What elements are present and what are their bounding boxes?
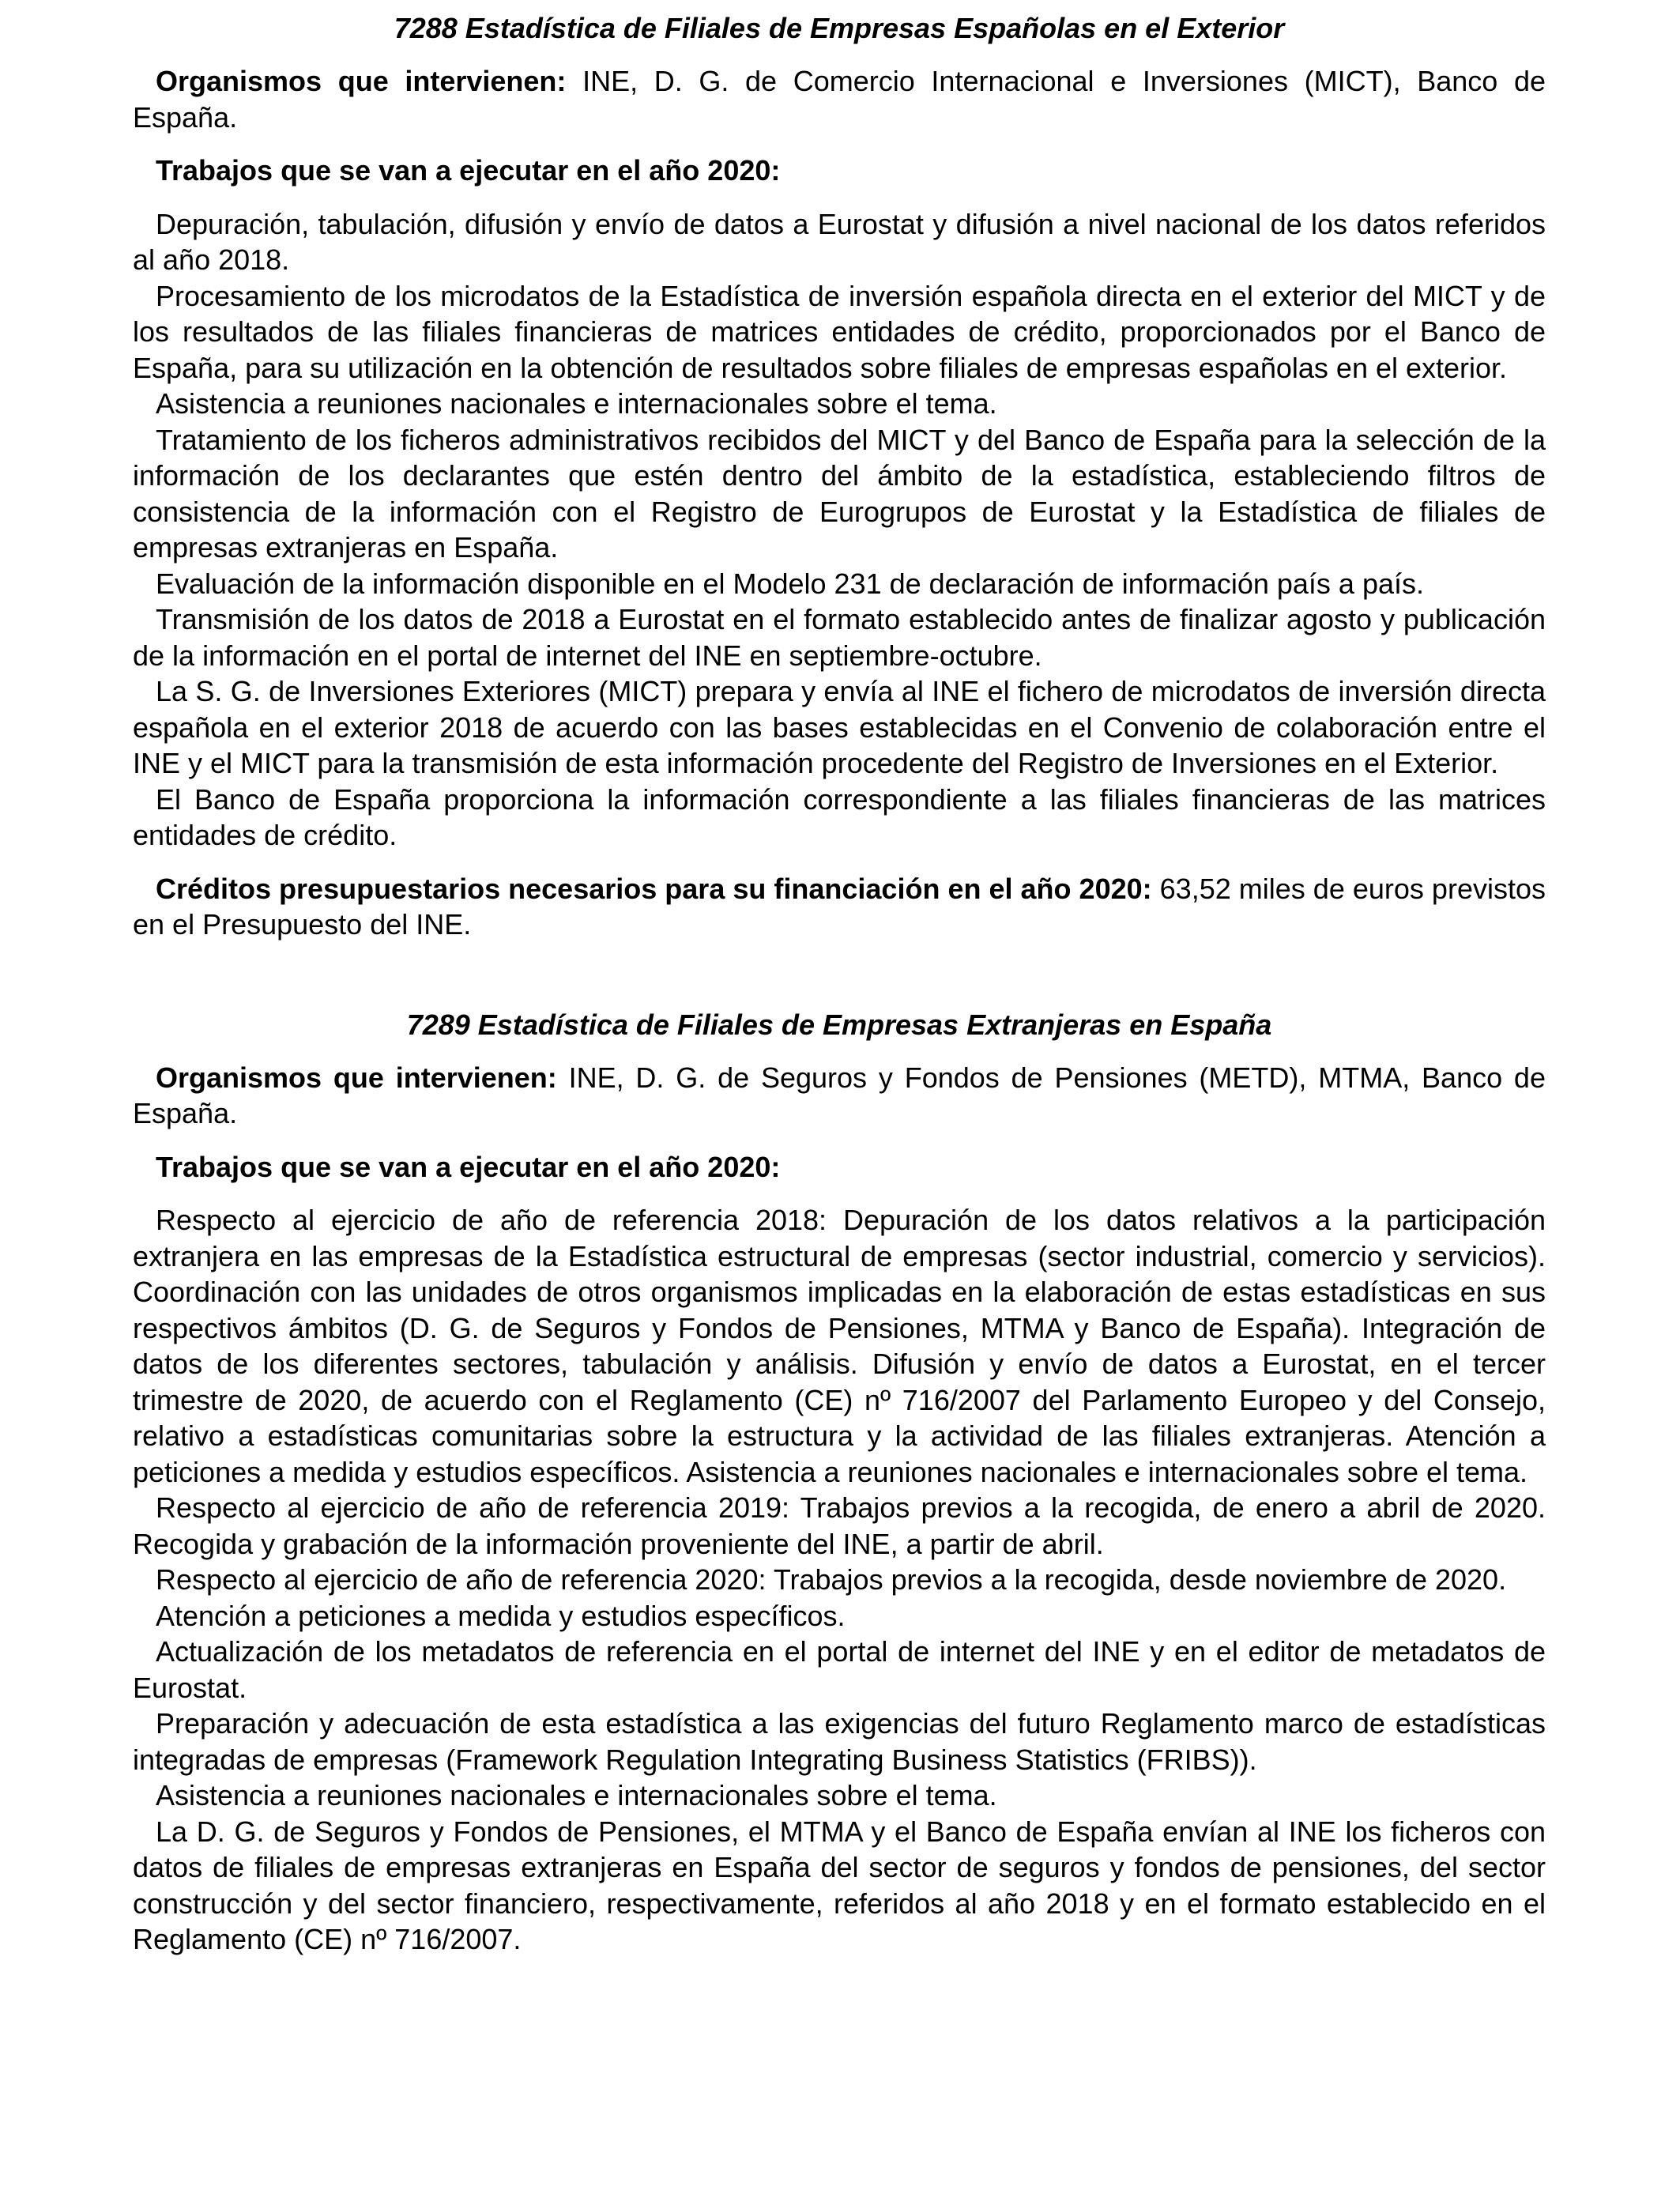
paragraph: El Banco de España proporciona la información correspondiente a las filiales financieras de las matrices entidades de crédito. <box>133 782 1546 851</box>
paragraph: Preparación y adecuación de esta estadística a las exigencias del futuro Reglamento marco de estadísticas integradas de empresas (Framework Regulation Integrating Business Statistics (FRIBS)). <box>133 1707 1546 1776</box>
paragraph: Depuración, tabulación, difusión y envío de datos a Eurostat y difusión a nivel nacional de los datos referidos al año 2018. <box>133 207 1546 276</box>
creditos-label: Créditos presupuestarios necesarios para su financiación en el año 2020: <box>156 872 1152 905</box>
creditos-text: 63,52 miles de euros previstos en el Presupuesto del INE. <box>133 872 1546 941</box>
paragraph: Tratamiento de los ficheros administrativos recibidos del MICT y del Banco de España para la selección de la información de los declarantes que estén dentro del ámbito de la estadística, estableciendo filtros de consistencia de la información con el Registro de Eurogrupos de Eurostat y la Estadística de filiales de empresas extranjeras en España. <box>133 423 1546 564</box>
section-title: 7288 Estadística de Filiales de Empresas Españolas en el Exterior <box>394 12 1285 44</box>
paragraph: Atención a peticiones a medida y estudios específicos. <box>156 1599 846 1632</box>
organismos-label: Organismos que intervienen: <box>156 65 567 97</box>
organismos-label: Organismos que intervienen: <box>156 1061 557 1094</box>
paragraph: Procesamiento de los microdatos de la Estadística de inversión española directa en el exterior del MICT y de los resultados de las filiales financieras de matrices entidades de crédito, proporcionados por el Banco de España, para su utilización en la obtención de resultados sobre filiales de empresas españolas en el exterior. <box>133 279 1546 384</box>
organismos-text: INE, D. G. de Comercio Internacional e Inversiones (MICT), Banco de España. <box>133 65 1546 134</box>
section-title: 7289 Estadística de Filiales de Empresas Extranjeras en España <box>406 1008 1272 1041</box>
paragraph: Asistencia a reuniones nacionales e internacionales sobre el tema. <box>156 1779 997 1811</box>
organismos-paragraph <box>133 63 1546 135</box>
paragraph: Actualización de los metadatos de referencia en el portal de internet del INE y en el editor de metadatos de Eurostat. <box>133 1635 1546 1704</box>
creditos-paragraph <box>133 871 1546 943</box>
paragraph: La D. G. de Seguros y Fondos de Pensiones, el MTMA y el Banco de España envían al INE los ficheros con datos de filiales de empresas extranjeras en España del sector de seguros y fondos de pensiones, del sector construcción y del sector financiero, respectivamente, referidos al año 2018 y en el formato establecido en el Reglamento (CE) nº 716/2007. <box>133 1815 1546 1955</box>
section-7288 <box>133 11 1546 943</box>
organismos-text: INE, D. G. de Seguros y Fondos de Pensiones (METD), MTMA, Banco de España. <box>133 1061 1546 1129</box>
paragraph: Respecto al ejercicio de año de referencia 2018: Depuración de los datos relativos a la participación extranjera en las empresas de la Estadística estructural de empresas (sector industrial, comercio y servicios). Coordinación con las unidades de otros organismos implicadas en la elaboración de estas estadísticas en sus respectivos ámbitos (D. G. de Seguros y Fondos de Pensiones, MTMA y Banco de España). Integración de datos de los diferentes sectores, tabulación y análisis. Difusión y envío de datos a Eurostat, en el tercer trimestre de 2020, de acuerdo con el Reglamento (CE) nº 716/2007 del Parlamento Europeo y del Consejo, relativo a estadísticas comunitarias sobre la estructura y la actividad de las filiales extranjeras. Atención a peticiones a medida y estudios específicos. Asistencia a reuniones nacionales e internacionales sobre el tema. <box>133 1204 1546 1488</box>
paragraph: La S. G. de Inversiones Exteriores (MICT) prepara y envía al INE el fichero de microdatos de inversión directa española en el exterior 2018 de acuerdo con las bases establecidas en el Convenio de colaboración entre el INE y el MICT para la transmisión de esta información procedente del Registro de Inversiones en el Exterior. <box>133 675 1546 779</box>
trabajos-list <box>133 1202 1546 1958</box>
paragraph: Respecto al ejercicio de año de referencia 2020: Trabajos previos a la recogida, desde noviembre de 2020. <box>156 1563 1507 1596</box>
section-7289 <box>133 1008 1546 1958</box>
document-page <box>133 0 1546 1958</box>
paragraph: Transmisión de los datos de 2018 a Eurostat en el formato establecido antes de finalizar agosto y publicación de la información en el portal de internet del INE en septiembre-octubre. <box>133 603 1546 672</box>
paragraph: Asistencia a reuniones nacionales e internacionales sobre el tema. <box>156 387 997 420</box>
trabajos-heading: Trabajos que se van a ejecutar en el año 2020: <box>156 1150 781 1183</box>
paragraph: Respecto al ejercicio de año de referencia 2019: Trabajos previos a la recogida, de enero a abril de 2020. Recogida y grabación de la información proveniente del INE, a partir de abril. <box>133 1491 1546 1560</box>
trabajos-list <box>133 206 1546 854</box>
paragraph: Evaluación de la información disponible en el Modelo 231 de declaración de información país a país. <box>156 567 1425 600</box>
trabajos-heading: Trabajos que se van a ejecutar en el año 2020: <box>156 154 781 187</box>
organismos-paragraph <box>133 1060 1546 1132</box>
